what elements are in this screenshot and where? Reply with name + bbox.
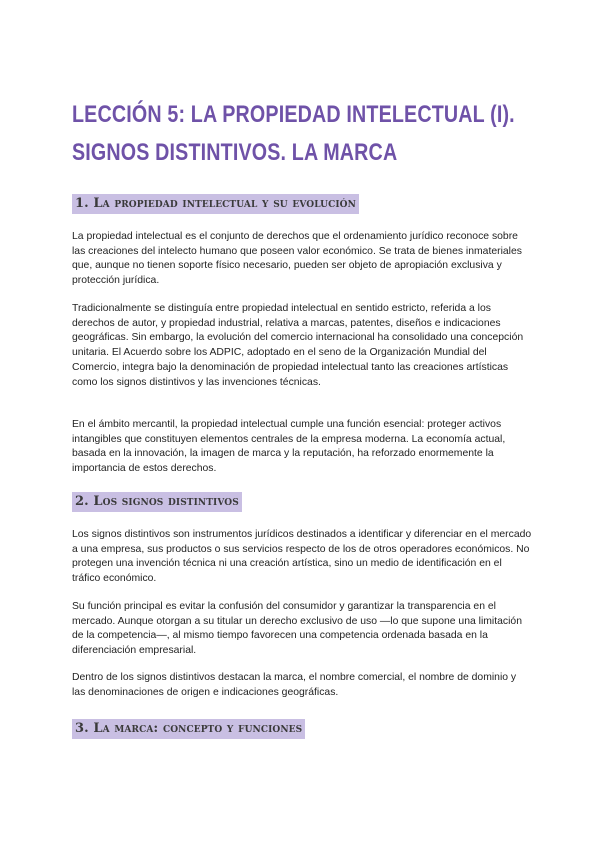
- section-1-paragraph-3: En el ámbito mercantil, la propiedad intelectual cumple una función esencial: proteger activos intangibles que constituyen elementos centrales de la empresa moderna. La economía actual, basada en la innovación, la imagen de marca y la reputación, ha reforzado enormemente la importancia de estos derechos.: [72, 419, 506, 475]
- section-2: [72, 492, 532, 512]
- section-heading-3: 3. La marca: concepto y funciones: [72, 719, 305, 739]
- section-heading-1: 1. La propiedad intelectual y su evolución: [72, 194, 359, 214]
- lesson-title-line-2: SIGNOS DISTINTIVOS. LA MARCA: [72, 139, 398, 166]
- lesson-title: [72, 96, 531, 172]
- section-2-paragraph-2: Su función principal es evitar la confusión del consumidor y garantizar la transparencia en el mercado. Aunque otorgan a su titular un derecho exclusivo de uso —lo que supone una limitación de la competencia—, al mismo tiempo favorecen una competencia ordenada basada en la diferenciación empresarial.: [72, 601, 522, 657]
- section-1: [72, 194, 532, 214]
- section-1-paragraph-1: La propiedad intelectual es el conjunto de derechos que el ordenamiento jurídico reconoce sobre las creaciones del intelecto humano que poseen valor económico. Se trata de bienes inmateriales que, aunque no tienen soporte físico necesario, pueden ser objeto de apropiación exclusiva y protección jurídica.: [72, 231, 522, 287]
- section-heading-2: 2. Los signos distintivos: [72, 492, 242, 512]
- section-2-paragraph-3: Dentro de los signos distintivos destacan la marca, el nombre comercial, el nombre de dominio y las denominaciones de origen e indicaciones geográficas.: [72, 672, 517, 698]
- section-1-paragraph-2: Tradicionalmente se distinguía entre propiedad intelectual en sentido estricto, referida a los derechos de autor, y propiedad industrial, relativa a marcas, patentes, diseños e indicaciones geográficas. Sin embargo, la evolución del comercio internacional ha consolidado una concepción unitaria. El Acuerdo sobre los ADPIC, adoptado en el seno de la Organización Mundial del Comercio, integra bajo la denominación de propiedad intelectual tanto las creaciones artísticas como los signos distintivos y las invenciones técnicas.: [72, 303, 524, 388]
- section-2-paragraph-1: Los signos distintivos son instrumentos jurídicos destinados a identificar y diferenciar en el mercado a una empresa, sus productos o sus servicios respecto de los de otros operadores económicos. No protegen una invención técnica ni una creación artística, sino un medio de identificación en el tráfico económico.: [72, 529, 532, 585]
- section-3: [72, 719, 532, 739]
- lesson-title-line-1: LECCIÓN 5: LA PROPIEDAD INTELECTUAL (I).: [72, 101, 515, 128]
